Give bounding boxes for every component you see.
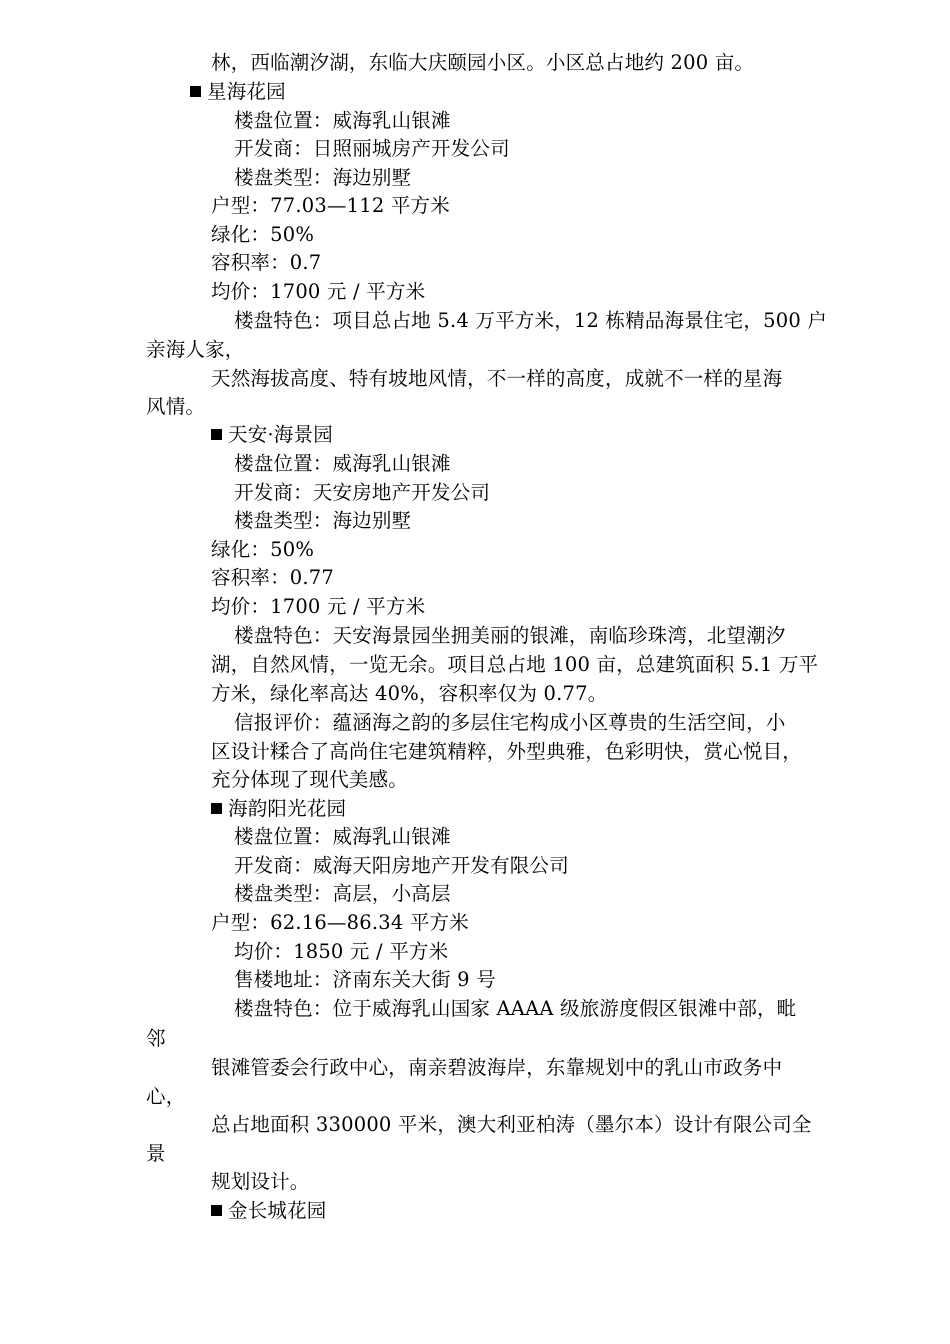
text-line [234, 479, 490, 507]
text-line [211, 766, 408, 794]
line-text: 均价：1850 元 / 平方米 [234, 940, 449, 963]
line-text: 景 [146, 1142, 166, 1165]
text-line [234, 709, 786, 737]
square-bullet-icon [211, 1205, 222, 1216]
line-text: 金长城花园 [228, 1199, 327, 1222]
text-line [211, 593, 425, 621]
text-line [234, 622, 786, 650]
section-heading [211, 421, 333, 449]
line-text: 楼盘位置：威海乳山银滩 [234, 452, 451, 475]
text-line [234, 164, 411, 192]
line-text: 亲海人家， [146, 338, 245, 361]
text-line [146, 393, 205, 421]
line-text: 充分体现了现代美感。 [211, 768, 409, 791]
text-line [234, 107, 451, 135]
line-text: 邻 [146, 1027, 166, 1050]
text-line [211, 221, 314, 249]
line-text: 区设计糅合了高尚住宅建筑精粹，外型典雅，色彩明快，赏心悦目， [211, 740, 803, 763]
text-line [146, 336, 245, 364]
line-text: 总占地面积 330000 平米，澳大利亚柏涛（墨尔本）设计有限公司全 [211, 1113, 812, 1136]
text-line [234, 966, 496, 994]
section-heading [211, 795, 346, 823]
text-line [211, 1111, 812, 1139]
line-text: 开发商：日照丽城房产开发公司 [234, 137, 510, 160]
text-line [211, 365, 782, 393]
line-text: 容积率：0.77 [211, 566, 335, 589]
line-text: 方米，绿化率高达 40%，容积率仅为 0.77。 [211, 682, 608, 705]
text-line [211, 1168, 310, 1196]
line-text: 户型：77.03—112 平方米 [211, 194, 450, 217]
line-text: 楼盘特色：天安海景园坐拥美丽的银滩，南临珍珠湾，北望潮汐 [234, 624, 786, 647]
line-text: 楼盘位置：威海乳山银滩 [234, 109, 451, 132]
text-line [211, 249, 321, 277]
line-text: 楼盘特色：位于威海乳山国家 AAAA 级旅游度假区银滩中部，毗 [234, 997, 797, 1020]
text-line [211, 651, 818, 679]
line-text: 星海花园 [207, 80, 286, 103]
square-bullet-icon [211, 429, 222, 440]
text-line [211, 680, 607, 708]
line-text: 容积率：0.7 [211, 251, 322, 274]
text-line [211, 564, 334, 592]
line-text: 心， [146, 1085, 186, 1108]
line-text: 风情。 [146, 395, 206, 418]
line-text: 售楼地址：济南东关大街 9 号 [234, 968, 496, 991]
line-text: 开发商：威海天阳房地产开发有限公司 [234, 854, 569, 877]
text-line [146, 1025, 166, 1053]
text-line [211, 909, 469, 937]
line-text: 绿化：50% [211, 223, 315, 246]
text-line [234, 938, 448, 966]
text-line [234, 135, 510, 163]
section-heading [190, 78, 286, 106]
text-line [234, 450, 451, 478]
text-line [211, 536, 314, 564]
text-line [234, 852, 569, 880]
text-line [234, 823, 451, 851]
text-line [146, 1140, 166, 1168]
line-text: 银滩管委会行政中心，南亲碧波海岸，东靠规划中的乳山市政务中 [211, 1056, 783, 1079]
line-text: 楼盘类型：高层，小高层 [234, 882, 451, 905]
line-text: 天安·海景园 [228, 423, 333, 446]
text-line [211, 1054, 782, 1082]
text-line [234, 880, 451, 908]
line-text: 规划设计。 [211, 1170, 310, 1193]
text-line [146, 1083, 185, 1111]
line-text: 户型：62.16—86.34 平方米 [211, 911, 469, 934]
line-text: 林，西临潮汐湖，东临大庆颐园小区。小区总占地约 200 亩。 [211, 51, 755, 74]
square-bullet-icon [211, 803, 222, 814]
text-line [211, 738, 802, 766]
line-text: 绿化：50% [211, 538, 315, 561]
section-heading [211, 1197, 327, 1225]
line-text: 湖，自然风情，一览无余。项目总占地 100 亩，总建筑面积 5.1 万平 [211, 653, 819, 676]
text-line [234, 995, 796, 1023]
text-line [211, 49, 754, 77]
text-line [211, 278, 425, 306]
square-bullet-icon [190, 86, 201, 97]
line-text: 海韵阳光花园 [228, 797, 347, 820]
line-text: 均价：1700 元 / 平方米 [211, 280, 426, 303]
line-text: 楼盘位置：威海乳山银滩 [234, 825, 451, 848]
text-line [234, 507, 411, 535]
line-text: 楼盘类型：海边别墅 [234, 509, 412, 532]
line-text: 楼盘特色：项目总占地 5.4 万平方米，12 栋精品海景住宅，500 户 [234, 309, 828, 332]
line-text: 楼盘类型：海边别墅 [234, 166, 412, 189]
text-line [211, 192, 450, 220]
text-line [234, 307, 827, 335]
line-text: 开发商：天安房地产开发公司 [234, 481, 491, 504]
line-text: 均价：1700 元 / 平方米 [211, 595, 426, 618]
line-text: 信报评价：蕴涵海之韵的多层住宅构成小区尊贵的生活空间，小 [234, 711, 786, 734]
line-text: 天然海拔高度、特有坡地风情，不一样的高度，成就不一样的星海 [211, 367, 783, 390]
